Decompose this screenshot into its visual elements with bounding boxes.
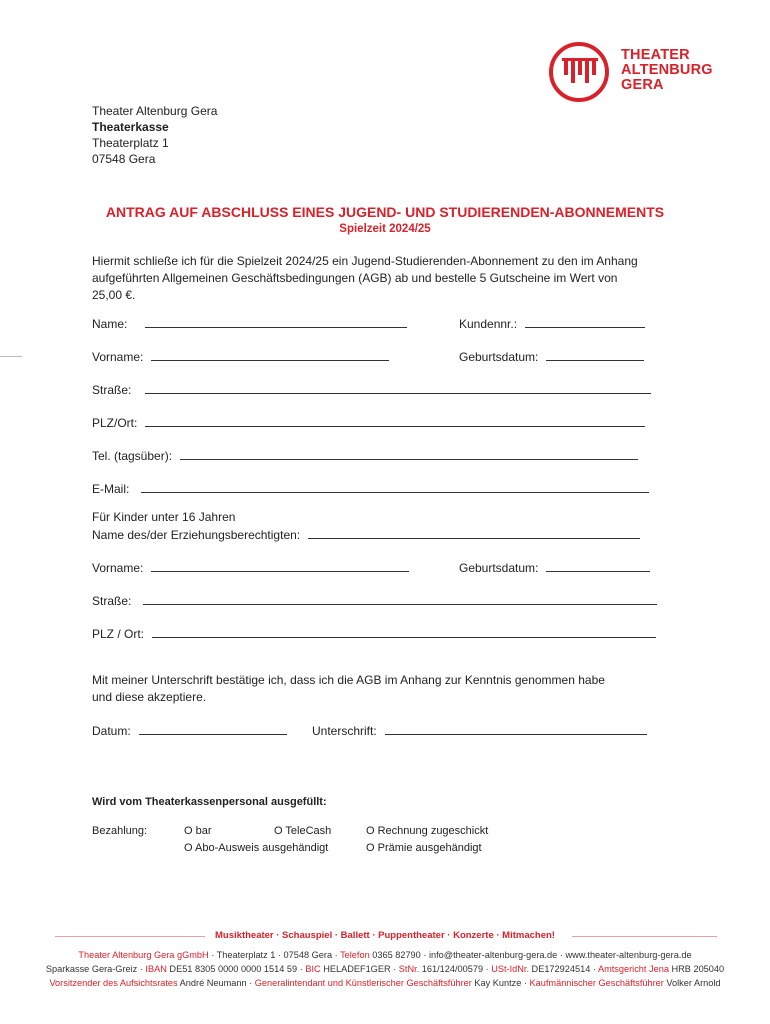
kundennr-label: Kundennr.: (459, 317, 518, 331)
guardian-vorname-line[interactable] (151, 559, 409, 572)
footer-line-1: Theater Altenburg Gera gGmbH · Theaterplatz 1 · 07548 Gera · Telefon 0365 82790 · info@theater-altenburg-gera.de · www.theater-altenburg-gera.de (78, 950, 692, 960)
logo-mark-icon (549, 42, 609, 102)
vorname-label: Vorname: (92, 350, 144, 364)
guardian-name-field[interactable] (92, 526, 640, 542)
strasse-label: Straße: (92, 383, 132, 397)
option-bar[interactable]: O bar (184, 825, 212, 837)
consent-text: Mit meiner Unterschrift bestätige ich, dass ich die AGB im Anhang zur Kenntnis genommen habe und diese akzeptiere. (92, 673, 605, 704)
guardian-name-label: Name des/der Erziehungsberechtigten: (92, 528, 301, 542)
name-label: Name: (92, 317, 128, 331)
geburtsdatum-field[interactable] (459, 348, 644, 364)
bezahlung-label: Bezahlung: (92, 825, 148, 837)
plzort-field[interactable] (92, 414, 645, 430)
guardian-plzort-line[interactable] (152, 625, 656, 638)
guardian-geburtsdatum-line[interactable] (546, 559, 650, 572)
address-line: Theaterplatz 1 (92, 136, 169, 150)
vorname-line[interactable] (151, 348, 389, 361)
guardian-geburtsdatum-label: Geburtsdatum: (459, 561, 539, 575)
guardian-plzort-label: PLZ / Ort: (92, 627, 145, 641)
document-title: ANTRAG AUF ABSCHLUSS EINES JUGEND- UND STUDIERENDEN-ABONNEMENTS (105, 204, 665, 220)
strasse-field[interactable] (92, 381, 651, 397)
intro-paragraph: Hiermit schließe ich für die Spielzeit 2024/25 ein Jugend-Studierenden-Abonnement zu den im Anhang aufgeführten Allgemeinen Geschäftsbedingungen (AGB) ab und bestelle 5 Gutscheine im Wert von 25,00 €. (92, 254, 638, 302)
option-telecash[interactable]: O TeleCash (274, 825, 332, 837)
guardian-strasse-label: Straße: (92, 594, 132, 608)
geburtsdatum-label: Geburtsdatum: (459, 350, 539, 364)
kundennr-field[interactable] (459, 315, 645, 331)
guardian-vorname-field[interactable] (92, 559, 409, 575)
email-line[interactable] (141, 480, 649, 493)
address-line: Theaterkasse (92, 120, 169, 134)
guardian-strasse-line[interactable] (143, 592, 657, 605)
datum-field[interactable] (92, 722, 287, 738)
address-line: 07548 Gera (92, 152, 156, 166)
name-line[interactable] (145, 315, 407, 328)
email-label: E-Mail: (92, 482, 130, 496)
document-subtitle: Spielzeit 2024/25 (339, 223, 431, 235)
unterschrift-line[interactable] (385, 722, 647, 735)
guardian-vorname-label: Vorname: (92, 561, 144, 575)
tel-field[interactable] (92, 447, 638, 463)
tel-label: Tel. (tagsüber): (92, 449, 173, 463)
name-field[interactable] (92, 315, 407, 331)
guardian-heading: Für Kinder unter 16 Jahren (92, 510, 236, 524)
footer-line-2: Sparkasse Gera-Greiz · IBAN DE51 8305 0000 0000 1514 59 · BIC HELADEF1GER · StNr. 161/124/00579 · USt-IdNr. DE172924514 · Amtsgericht Jena HRB 205040 (45, 964, 725, 974)
option-abo-ausweis[interactable]: O Abo-Ausweis ausgehändigt (184, 842, 329, 854)
footer-tagline: Musiktheater · Schauspiel · Ballett · Puppentheater · Konzerte · Mitmachen! (215, 930, 555, 941)
email-field[interactable] (92, 480, 649, 496)
logo-text: THEATER ALTENBURG GERA (621, 47, 713, 93)
guardian-strasse-field[interactable] (92, 592, 657, 608)
guardian-name-line[interactable] (308, 526, 640, 539)
plzort-label: PLZ/Ort: (92, 416, 138, 430)
tel-line[interactable] (180, 447, 638, 460)
unterschrift-label: Unterschrift: (312, 724, 377, 738)
plzort-line[interactable] (145, 414, 645, 427)
datum-line[interactable] (139, 722, 287, 735)
unterschrift-field[interactable] (312, 722, 647, 738)
guardian-plzort-field[interactable] (92, 625, 656, 641)
footer-line-3: Vorsitzender des Aufsichtsrates André Neumann · Generalintendant und Künstlerischer Geschäftsführer Kay Kuntze · Kaufmännischer Geschäftsführer Volker Arnold (49, 978, 721, 988)
kundennr-line[interactable] (525, 315, 645, 328)
option-rechnung[interactable]: O Rechnung zugeschickt (366, 825, 489, 837)
datum-label: Datum: (92, 724, 131, 738)
strasse-line[interactable] (145, 381, 651, 394)
fold-mark (0, 356, 22, 357)
guardian-geburtsdatum-field[interactable] (459, 559, 650, 575)
theater-logo (549, 42, 729, 104)
option-praemie[interactable]: O Prämie ausgehändigt (366, 842, 482, 854)
address-line: Theater Altenburg Gera (92, 104, 218, 118)
recipient-address (92, 103, 217, 167)
staff-heading: Wird vom Theaterkassenpersonal ausgefüllt: (92, 796, 327, 808)
vorname-field[interactable] (92, 348, 389, 364)
geburtsdatum-line[interactable] (546, 348, 644, 361)
